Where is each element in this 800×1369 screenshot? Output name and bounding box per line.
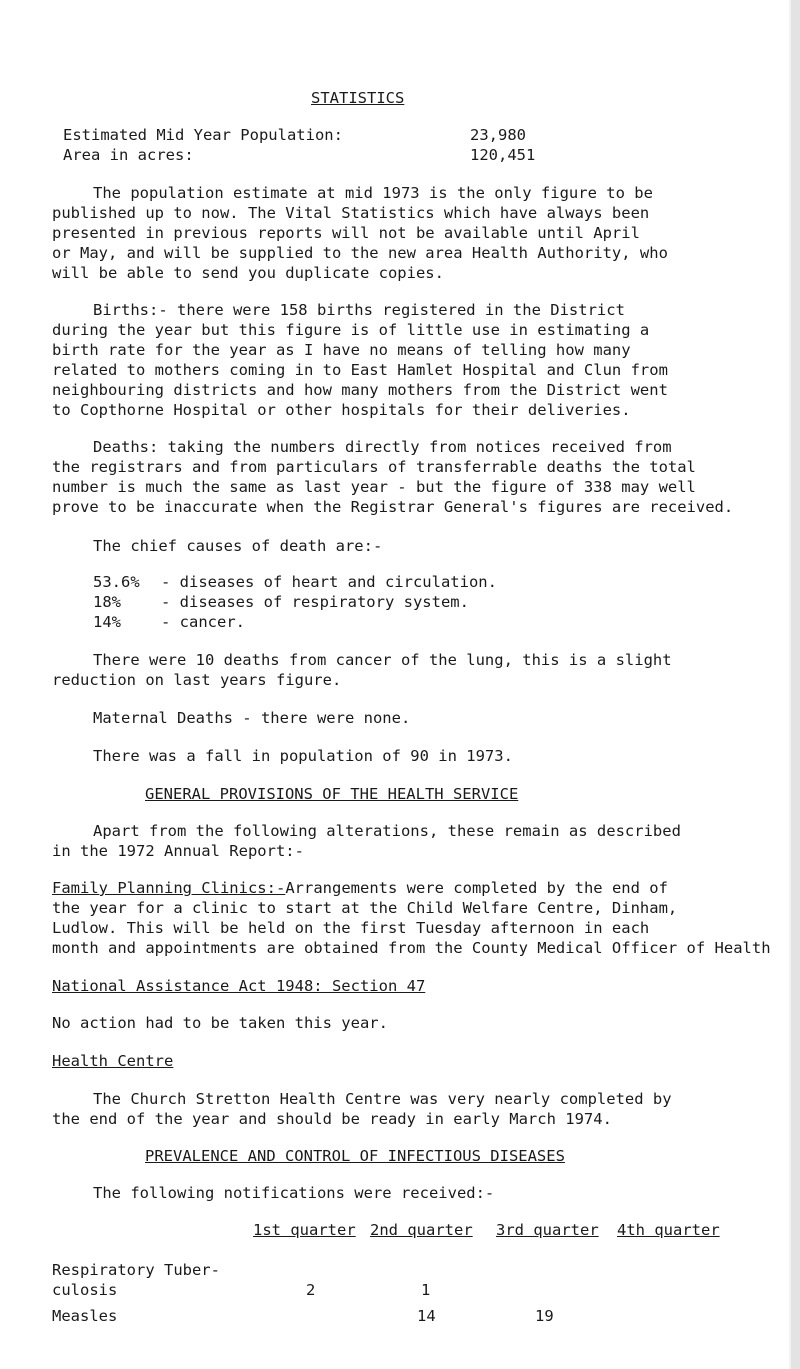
table-cell: 19 — [535, 1307, 554, 1325]
births-para-line: birth rate for the year as I have no means of telling how many — [52, 341, 631, 359]
row-label: culosis — [52, 1281, 118, 1299]
row-label: Respiratory Tuber- — [52, 1261, 220, 1279]
cause-pct: 18% — [93, 593, 121, 611]
births-para-line: during the year but this figure is of little use in estimating a — [52, 321, 650, 339]
heading-general-provisions: GENERAL PROVISIONS OF THE HEALTH SERVICE — [145, 785, 519, 803]
births-para-line: related to mothers coming in to East Hamlet Hospital and Clun from — [52, 361, 668, 379]
lung-para-line: There were 10 deaths from cancer of the lung, this is a slight — [93, 651, 672, 669]
population-fall: There was a fall in population of 90 in 1973. — [93, 747, 513, 765]
notifications-intro: The following notifications were received:- — [93, 1184, 495, 1202]
population-label: Estimated Mid Year Population: — [63, 126, 343, 144]
maternal-deaths: Maternal Deaths - there were none. — [93, 709, 411, 727]
family-planning-line: the year for a clinic to start at the Child Welfare Centre, Dinham, — [52, 899, 678, 917]
cause-desc: - diseases of respiratory system. — [161, 593, 469, 611]
table-header: 2nd quarter — [370, 1221, 473, 1239]
table-cell: 1 — [421, 1281, 431, 1299]
apart-para-line: in the 1972 Annual Report:- — [52, 842, 304, 860]
page-edge-shadow — [791, 0, 800, 1369]
apart-para-line: Apart from the following alterations, these remain as described — [93, 822, 681, 840]
heading-prevalence: PREVALENCE AND CONTROL OF INFECTIOUS DISEASES — [145, 1147, 565, 1165]
population-para-line: will be able to send you duplicate copies. — [52, 264, 444, 282]
row-label: Measles — [52, 1307, 118, 1325]
population-para-line: published up to now. The Vital Statistics which have always been — [52, 204, 650, 222]
family-planning-line: Arrangements were completed by the end of — [276, 879, 668, 897]
health-centre-line: the end of the year and should be ready in early March 1974. — [52, 1110, 612, 1128]
family-planning-heading: Family Planning Clinics:- — [52, 879, 286, 897]
table-header: 3rd quarter — [496, 1221, 599, 1239]
births-para-line: to Copthorne Hospital or other hospitals for their deliveries. — [52, 401, 631, 419]
table-header: 1st quarter — [253, 1221, 356, 1239]
population-para-line: or May, and will be supplied to the new area Health Authority, who — [52, 244, 668, 262]
population-para-line: presented in previous reports will not be available until April — [52, 224, 640, 242]
deaths-para-line: prove to be inaccurate when the Registrar General's figures are received. — [52, 498, 734, 516]
table-cell: 2 — [306, 1281, 316, 1299]
area-label: Area in acres: — [63, 146, 194, 164]
area-value: 120,451 — [470, 146, 536, 164]
national-assistance-heading: National Assistance Act 1948: Section 47 — [52, 977, 426, 995]
chief-causes-intro: The chief causes of death are:- — [93, 537, 383, 555]
births-para-line: Births:- there were 158 births registered in the District — [93, 301, 625, 319]
family-planning-line: month and appointments are obtained from the County Medical Officer of Health — [52, 939, 771, 957]
cause-desc: - diseases of heart and circulation. — [161, 573, 497, 591]
family-planning-line: Ludlow. This will be held on the first Tuesday afternoon in each — [52, 919, 650, 937]
cause-pct: 14% — [93, 613, 121, 631]
lung-para-line: reduction on last years figure. — [52, 671, 342, 689]
national-assistance-text: No action had to be taken this year. — [52, 1014, 388, 1032]
table-cell: 14 — [417, 1307, 436, 1325]
deaths-para-line: the registrars and from particulars of transferrable deaths the total — [52, 458, 696, 476]
population-value: 23,980 — [470, 126, 526, 144]
page-title: STATISTICS — [311, 89, 405, 107]
deaths-para-line: number is much the same as last year - but the figure of 338 may well — [52, 478, 696, 496]
page-edge-highlight — [789, 0, 791, 1369]
health-centre-heading: Health Centre — [52, 1052, 174, 1070]
births-para-line: neighbouring districts and how many mothers from the District went — [52, 381, 668, 399]
cause-desc: - cancer. — [161, 613, 245, 631]
health-centre-line: The Church Stretton Health Centre was very nearly completed by — [93, 1090, 672, 1108]
deaths-para-line: Deaths: taking the numbers directly from notices received from — [93, 438, 672, 456]
cause-pct: 53.6% — [93, 573, 140, 591]
population-para-line: The population estimate at mid 1973 is the only figure to be — [93, 184, 653, 202]
table-header: 4th quarter — [617, 1221, 720, 1239]
